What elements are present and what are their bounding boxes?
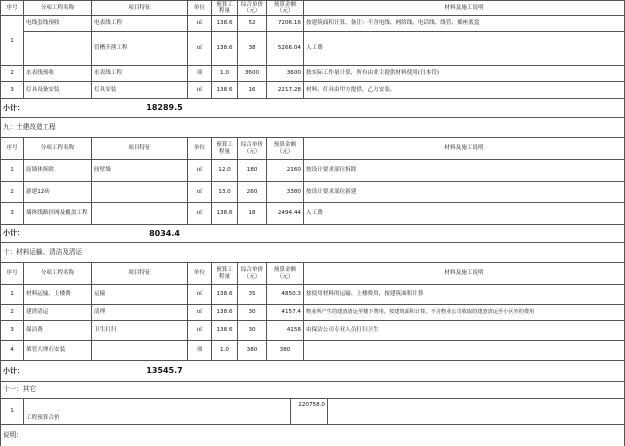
- section-title: 十：材料运输、清洁及清运: [0, 243, 625, 263]
- row-note: 人工费: [304, 32, 625, 66]
- row-item: 灯具设备安装: [24, 82, 92, 99]
- row-amount: 7206.16: [267, 16, 304, 32]
- row-unit: ㎡: [188, 285, 212, 305]
- subtotal-label: 小计：: [0, 99, 92, 118]
- row-amount: 5266.04: [267, 32, 304, 66]
- row-note: [304, 341, 625, 361]
- row-no: 3: [0, 321, 24, 341]
- subtotal-row: [0, 99, 625, 118]
- row-note: 按使用材料的运输、上楼费用，按建筑面积计算: [304, 285, 625, 305]
- row-feature: 水表线工程: [92, 66, 188, 82]
- row-amount: 4850.3: [267, 285, 304, 305]
- row-price: 30: [238, 305, 267, 321]
- row-feature: 灯具安装: [92, 82, 188, 99]
- col-no-header: 序号: [0, 263, 24, 285]
- row-unit: ㎡: [188, 160, 212, 182]
- row-amount: 380: [267, 341, 304, 361]
- row-feature: 管槽开凿工程: [92, 32, 188, 66]
- row-qty: 12.0: [212, 160, 238, 182]
- row-price: 38: [238, 32, 267, 66]
- row-unit: 项: [188, 66, 212, 82]
- row-blank: [328, 399, 625, 425]
- row-item: 架管大理石安装: [24, 341, 92, 361]
- col-unit-header: 单位: [188, 138, 212, 160]
- row-unit: ㎡: [188, 82, 212, 99]
- row-price: 3600: [238, 66, 267, 82]
- col-no-header: 序号: [0, 138, 24, 160]
- row-qty: 138.6: [212, 16, 238, 32]
- table-row: [0, 32, 625, 66]
- col-qty-header: 预算工程量: [212, 263, 238, 285]
- row-unit: ㎡: [188, 321, 212, 341]
- footer-row: [0, 425, 625, 446]
- section-title: 十一：其它: [0, 382, 625, 399]
- table-row: [0, 321, 625, 341]
- row-no: 3: [0, 82, 24, 99]
- subtotal-value: 18289.5: [92, 99, 237, 118]
- col-no-header: 序号: [0, 0, 24, 16]
- row-price: 16: [238, 82, 267, 99]
- table-row: [0, 341, 625, 361]
- row-note: 按实际工作量计算，所有由业主提供材料使用(日本管): [304, 66, 625, 82]
- row-no: 1: [0, 285, 24, 305]
- row-price: 30: [238, 321, 267, 341]
- row-note: 按设计要求部位新建: [304, 182, 625, 203]
- row-unit: ㎡: [188, 16, 212, 32]
- row-no: 1: [0, 399, 24, 425]
- header-row: [0, 0, 625, 16]
- col-note-header: 材料及施工说明: [304, 0, 625, 16]
- row-note: 按设计要求部位拆除: [304, 160, 625, 182]
- row-feature: 清理: [92, 305, 188, 321]
- subtotal-blank: [237, 361, 625, 382]
- col-price-header: 综合单价（元）: [238, 0, 267, 16]
- row-amount: 4158: [267, 321, 304, 341]
- row-note: 由保洁公司专业人员打扫卫生: [304, 321, 625, 341]
- table-row: [0, 203, 625, 225]
- row-item: 保洁费: [24, 321, 92, 341]
- table-row: [0, 160, 625, 182]
- section-title: 九：土建改造工程: [0, 118, 625, 138]
- table-row: [0, 285, 625, 305]
- subtotal-label: 小计：: [0, 225, 92, 243]
- section-title-row: [0, 118, 625, 138]
- row-item: 材料运输、上楼费: [24, 285, 92, 305]
- col-amount-header: 预算金额（元）: [267, 0, 304, 16]
- subtotal-row: [0, 361, 625, 382]
- row-item: 墙体线路挂网及覆盖工程: [24, 203, 92, 225]
- row-qty: 138.6: [212, 285, 238, 305]
- row-blank: [262, 399, 291, 425]
- row-price: 380: [238, 341, 267, 361]
- row-note: 物业所产生的建渣清运至楼下费用，按建筑面积计算，不含物业公司收取的建渣清运至小区外的费用: [304, 305, 625, 321]
- header-row: [0, 263, 625, 285]
- row-blank: [212, 399, 236, 425]
- row-price: 35: [238, 285, 267, 305]
- row-unit: ㎡: [188, 203, 212, 225]
- row-amount: 4157.4: [267, 305, 304, 321]
- row-no: 2: [0, 305, 24, 321]
- row-item: 建渣清运: [24, 305, 92, 321]
- col-feature-header: 项目特征: [92, 0, 188, 16]
- table-row: [0, 82, 625, 99]
- table-row: [0, 16, 625, 32]
- row-amount: 3380: [267, 182, 304, 203]
- row-price: 18: [238, 203, 267, 225]
- row-no: 3: [0, 203, 24, 225]
- row-feature: [92, 182, 188, 203]
- row-item: 电线套线预收: [24, 16, 92, 32]
- footer-label: 说明：: [0, 425, 625, 446]
- row-feature: 运输: [92, 285, 188, 305]
- row-feature: 间壁墙: [92, 160, 188, 182]
- row-unit: 项: [188, 341, 212, 361]
- table-row: [0, 305, 625, 321]
- header-row: [0, 138, 625, 160]
- col-unit-header: 单位: [188, 263, 212, 285]
- row-qty: 1.0: [212, 341, 238, 361]
- row-feature: 卫生打扫: [92, 321, 188, 341]
- row-item: 原墙体拆除: [24, 160, 92, 182]
- col-note-header: 材料及施工说明: [304, 138, 625, 160]
- row-no: 2: [0, 66, 24, 82]
- subtotal-blank: [237, 225, 625, 243]
- row-qty: 138.6: [212, 305, 238, 321]
- row-qty: 138.6: [212, 203, 238, 225]
- col-item-header: 分项工程名称: [24, 263, 92, 285]
- col-item-header: 分项工程名称: [24, 0, 92, 16]
- row-item: 工程预算合价: [24, 399, 212, 425]
- col-feature-header: 项目特征: [92, 138, 188, 160]
- subtotal-value: 8034.4: [92, 225, 237, 243]
- row-note: 材料、灯具由甲方提供，乙方安装。: [304, 82, 625, 99]
- row-no: 4: [0, 341, 24, 361]
- row-no: 1: [0, 160, 24, 182]
- subtotal-label: 小计：: [0, 361, 92, 382]
- col-unit-header: 单位: [188, 0, 212, 16]
- row-price: 52: [238, 16, 267, 32]
- col-item-header: 分项工程名称: [24, 138, 92, 160]
- row-feature: 电表线工程: [92, 16, 188, 32]
- row-unit: ㎡: [188, 182, 212, 203]
- col-qty-header: 预算工程量: [212, 0, 238, 16]
- table-row: [0, 399, 625, 425]
- row-unit: ㎡: [188, 305, 212, 321]
- row-no-merged: 1: [0, 16, 24, 66]
- section-title-row: [0, 382, 625, 399]
- row-item: [24, 32, 92, 66]
- col-amount-header: 预算金额（元）: [267, 263, 304, 285]
- row-qty: 138.6: [212, 321, 238, 341]
- row-amount: 2217.28: [267, 82, 304, 99]
- row-no: 2: [0, 182, 24, 203]
- section-title-row: [0, 243, 625, 263]
- subtotal-value: 13545.7: [92, 361, 237, 382]
- row-qty: 138.6: [212, 32, 238, 66]
- subtotal-row: [0, 225, 625, 243]
- table-row: [0, 182, 625, 203]
- row-feature: [92, 203, 188, 225]
- row-note: 按建筑面积计算，备注：不含电线、网络线、电话线、线管、插座底盒: [304, 16, 625, 32]
- row-blank: [236, 399, 262, 425]
- row-feature: [92, 341, 188, 361]
- row-amount: 2160: [267, 160, 304, 182]
- row-item: 水表线预收: [24, 66, 92, 82]
- row-unit: ㎡: [188, 32, 212, 66]
- row-amount: 2494.44: [267, 203, 304, 225]
- row-item: 新建12砖: [24, 182, 92, 203]
- col-price-header: 综合单价（元）: [238, 263, 267, 285]
- row-amount: 3600: [267, 66, 304, 82]
- row-price: 260: [238, 182, 267, 203]
- col-price-header: 综合单价（元）: [238, 138, 267, 160]
- col-feature-header: 项目特征: [92, 263, 188, 285]
- row-price: 180: [238, 160, 267, 182]
- col-qty-header: 预算工程量: [212, 138, 238, 160]
- subtotal-blank: [237, 99, 625, 118]
- row-qty: 138.6: [212, 82, 238, 99]
- row-note: 人工费: [304, 203, 625, 225]
- row-qty: 1.0: [212, 66, 238, 82]
- col-note-header: 材料及施工说明: [304, 263, 625, 285]
- col-amount-header: 预算金额（元）: [267, 138, 304, 160]
- row-qty: 13.0: [212, 182, 238, 203]
- row-amount: 220758.0: [291, 399, 328, 425]
- table-row: [0, 66, 625, 82]
